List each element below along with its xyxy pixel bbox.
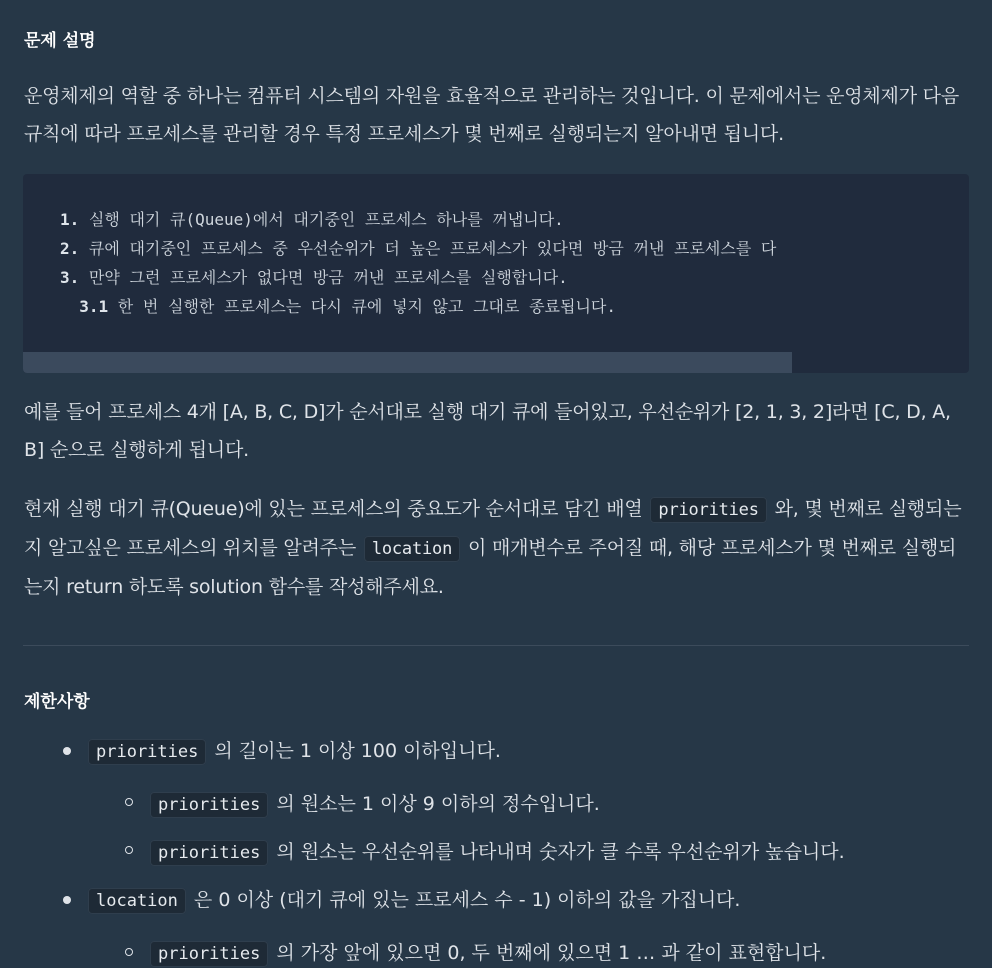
constraint-subitem-3: priorities 의 가장 앞에 있으면 0, 두 번째에 있으면 1 … 과 같이 표현합니다. (148, 938, 826, 968)
rules-code-text (60, 205, 776, 321)
code-location: location (88, 888, 186, 914)
sub-bullet-icon (125, 846, 133, 854)
section-title-description: 문제 설명 (24, 31, 96, 51)
constraint-item-2: location 은 0 이상 (대기 큐에 있는 프로세스 수 - 1) 이하의 값을 가집니다. (86, 885, 740, 916)
bullet-icon (63, 896, 71, 904)
sub-bullet-icon (125, 798, 133, 806)
constraint-item-1: priorities 의 길이는 1 이상 100 이하입니다. (86, 736, 501, 767)
code-line-3: 3. 만약 그런 프로세스가 없다면 방금 꺼낸 프로세스를 실행합니다. (60, 268, 568, 287)
rules-code-block (23, 174, 969, 373)
horizontal-scrollbar-thumb[interactable] (23, 352, 792, 373)
code-line-2: 2. 큐에 대기중인 프로세스 중 우선순위가 더 높은 프로세스가 있다면 방금 꺼낸 프로세스를 다 (60, 239, 777, 258)
code-priorities: priorities (150, 840, 268, 866)
description-paragraph-2: 예를 들어 프로세스 4개 [A, B, C, D]가 순서대로 실행 대기 큐에 들어있고, 우선순위가 [2, 1, 3, 2]라면 [C, D, A, B] 순으로 실행하게 됩니다. (24, 401, 951, 461)
code-priorities: priorities (650, 497, 766, 523)
code-line-1: 1. 실행 대기 큐(Queue)에서 대기중인 프로세스 하나를 꺼냅니다. (60, 210, 564, 229)
section-title-constraints: 제한사항 (24, 692, 90, 712)
code-line-3-1: 3.1 한 번 실행한 프로세스는 다시 큐에 넣지 않고 그대로 종료됩니다. (60, 297, 616, 316)
section-divider (23, 645, 969, 646)
code-priorities: priorities (88, 739, 206, 765)
description-paragraph-1: 운영체제의 역할 중 하나는 컴퓨터 시스템의 자원을 효율적으로 관리하는 것입니다. 이 문제에서는 운영체제가 다음 규칙에 따라 프로세스를 관리할 경우 특정 프로세스가 몇 번째로 실행되는지 알아내면 됩니다. (24, 85, 959, 145)
code-priorities: priorities (150, 941, 268, 967)
sub-bullet-icon (125, 948, 133, 956)
constraint-subitem-1: priorities 의 원소는 1 이상 9 이하의 정수입니다. (148, 789, 600, 820)
bullet-icon (63, 747, 71, 755)
constraint-subitem-2: priorities 의 원소는 우선순위를 나타내며 숫자가 클 수록 우선순위가 높습니다. (148, 837, 845, 868)
description-paragraph-3: 현재 실행 대기 큐(Queue)에 있는 프로세스의 중요도가 순서대로 담긴 배열 priorities 와, 몇 번째로 실행되는지 알고싶은 프로세스의 위치를 알려주는 location 이 매개변수로 주어질 때, 해당 프로세스가 몇 번째로 실행되는지 return 하도록 solution 함수를 작성해주세요. (24, 498, 962, 598)
code-location: location (364, 536, 460, 562)
code-priorities: priorities (150, 792, 268, 818)
